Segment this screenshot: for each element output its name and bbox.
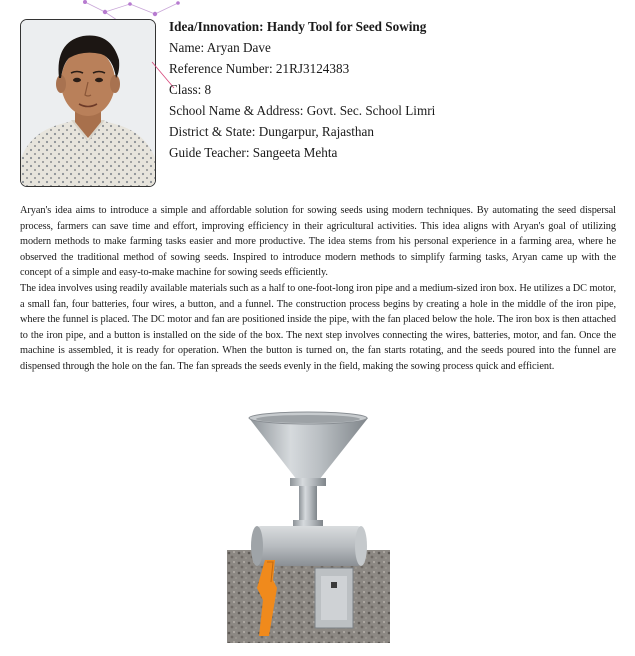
guide-teacher: Guide Teacher: Sangeeta Mehta bbox=[169, 145, 338, 160]
student-class: Class: 8 bbox=[169, 82, 212, 97]
description bbox=[20, 203, 616, 375]
profile-info bbox=[169, 16, 435, 163]
idea-title: Idea/Innovation: Handy Tool for Seed Sowing bbox=[169, 19, 427, 34]
seed-sowing-machine-photo bbox=[227, 410, 390, 643]
description-paragraph-1: Aryan's idea aims to introduce a simple and affordable solution for sowing seeds using modern techniques. By automating the seed dispersal process, farmers can save time and effort, improving efficiency in their agricultural activities. This idea aligns with Aryan's goal of utilizing modern methods to make farming tasks easier and more productive. The idea stems from his personal experience in a farming area, where he observed the traditional method of sowing seeds. Inspired to introduce modern methods to simplify farming tasks, Aryan came up with the concept of a simple and easy-to-make machine for sowing seeds efficiently. bbox=[20, 205, 616, 279]
reference-number: Reference Number: 21RJ3124383 bbox=[169, 61, 350, 76]
description-paragraph-2: The idea involves using readily available materials such as a half to one-foot-long iron pipe and a medium-sized iron box. He utilizes a DC motor, a small fan, four batteries, four wires, a button, and a funnel. The construction process begins by creating a hole in the middle of the iron pipe, where the funnel is placed. The DC motor and fan are positioned inside the pipe, with the fan placed below the hole. The iron box is then attached to the iron pipe, and a button is installed on the side of the box. The next step involves connecting the wires, batteries, motor, and fan. Once the machine is assembled, it is ready for operation. When the button is turned on, the fan starts rotating, and the seeds poured into the funnel are dispensed through the hole on the fan. The fan spreads the seeds evenly in the field, making the sowing process quick and efficient. bbox=[20, 282, 616, 372]
school-address: School Name & Address: Govt. Sec. School Limri bbox=[169, 103, 436, 118]
student-photo bbox=[20, 19, 156, 187]
student-name: Name: Aryan Dave bbox=[169, 40, 271, 55]
district-state: District & State: Dungarpur, Rajasthan bbox=[169, 124, 374, 139]
